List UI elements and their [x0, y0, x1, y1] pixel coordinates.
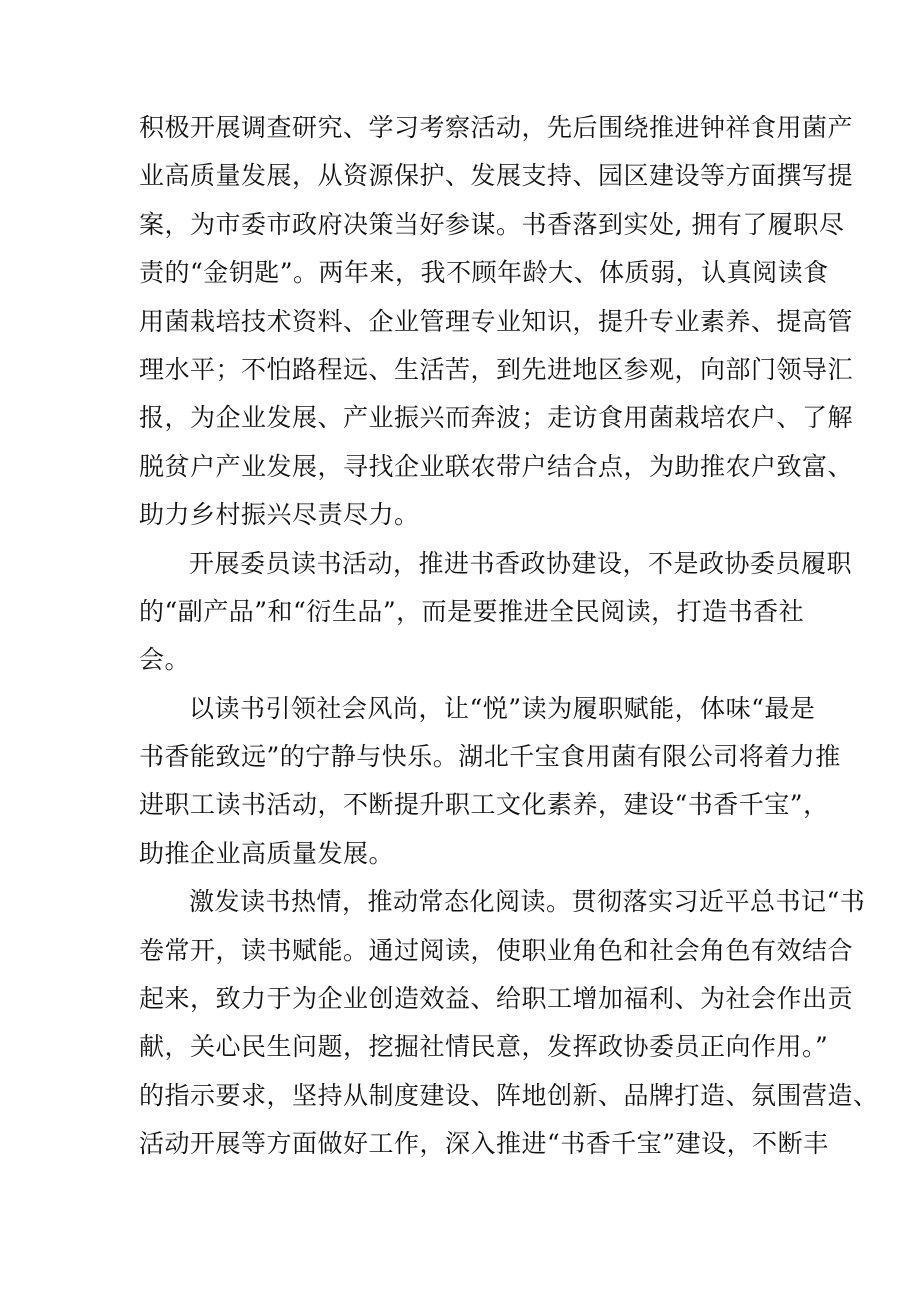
text-line: 卷常开，读书赋能。通过阅读，使职业角色和社会角色有效结合	[139, 935, 854, 965]
text-line: 会。	[139, 645, 191, 675]
text-line: 用菌栽培技术资料、企业管理专业知识，提升专业素养、提高管	[139, 306, 854, 336]
body-text	[139, 104, 879, 1169]
text-line: 理水平；不怕路程远、生活苦，到先进地区参观，向部门领导汇	[139, 354, 854, 384]
text-line: 积极开展调查研究、学习考察活动，先后围绕推进钟祥食用菌产	[139, 113, 854, 142]
text-line: 书香能致远”的宁静与快乐。湖北千宝食用菌有限公司将着力推	[139, 742, 841, 772]
paragraph-3	[139, 685, 841, 879]
text-line: 助力乡村振兴尽责尽力。	[139, 500, 420, 530]
text-line: 责的“金钥匙”。两年来，我不顾年龄大、体质弱，认真阅读食	[139, 258, 829, 288]
text-line: 的“副产品”和“衍生品”，而是要推进全民阅读，打造书香社	[139, 596, 805, 626]
text-line: 脱贫户产业发展，寻找企业联农带户结合点，为助推农户致富、	[139, 451, 854, 481]
text-line: 报，为企业发展、产业振兴而奔波；走访食用菌栽培农户、了解	[139, 403, 854, 433]
paragraph-4	[139, 878, 879, 1168]
text-line: 的指示要求，坚持从制度建设、阵地创新、品牌打造、氛围营造、	[139, 1080, 879, 1110]
text-line: 助推企业高质量发展。	[139, 838, 395, 868]
text-line: 激发读书热情，推动常态化阅读。贯彻落实习近平总书记“书	[189, 887, 866, 917]
text-line: 进职工读书活动，不断提升职工文化素养，建设“书香千宝”，	[139, 790, 829, 820]
text-line: 活动开展等方面做好工作，深入推进“书香千宝”建设，不断丰	[139, 1129, 829, 1159]
text-line: 献，关心民生问题，挖掘社情民意，发挥政协委员正向作用。”	[139, 1032, 829, 1062]
text-line: 以读书引领社会风尚，让“悦”读为履职赋能，体味“最是	[189, 693, 816, 723]
text-line: 业高质量发展，从资源保护、发展支持、园区建设等方面撰写提	[139, 161, 854, 191]
paragraph-2	[139, 540, 853, 685]
text-line: 起来，致力于为企业创造效益、给职工增加福利、为社会作出贡	[139, 984, 854, 1014]
text-line: 开展委员读书活动，推进书香政协建设，不是政协委员履职	[189, 548, 853, 578]
text-line: 案，为市委市政府决策当好参谋。书香落到实处, 拥有了履职尽	[139, 209, 845, 239]
paragraph-1	[139, 104, 854, 540]
